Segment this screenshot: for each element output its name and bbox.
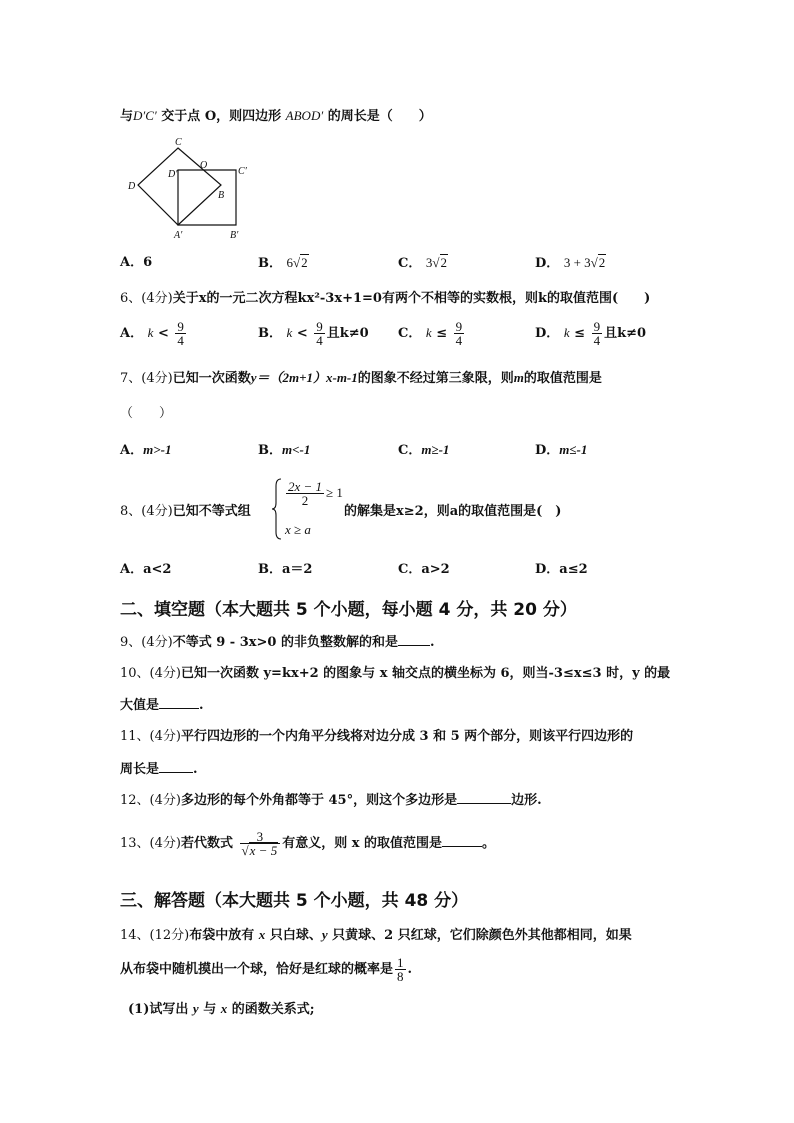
fig-label-dprime: D′ bbox=[168, 169, 178, 180]
q7-option-d[interactable]: D．m≤-1 bbox=[535, 442, 588, 458]
q5-option-a[interactable]: A．6 bbox=[120, 255, 153, 270]
q7-paren: （ ） bbox=[120, 406, 173, 421]
q10-line2: 大值是 . bbox=[120, 698, 204, 713]
q14-sub1: (1)试写出 y 与 x 的函数关系式; bbox=[128, 1001, 315, 1017]
section-3-title: 三、解答题（本大题共 5 个小题，共 48 分） bbox=[120, 891, 469, 911]
q5-option-b[interactable]: B． 6√2 bbox=[258, 255, 308, 271]
q8-option-b[interactable]: B．a＝2 bbox=[258, 562, 313, 577]
q9: 9、(4分)不等式 9 - 3x>0 的非负整数解的和是 . bbox=[120, 635, 435, 650]
q6-stem: 6、(4分)关于x的一元二次方程kx²-3x+1=0有两个不相等的实数根，则k的取值范围( ) bbox=[120, 291, 651, 306]
q8-system-line2: x ≥ a bbox=[285, 522, 311, 537]
q8-option-a[interactable]: A．a<2 bbox=[120, 562, 172, 577]
q7-stem: 7、(4分)已知一次函数y＝（2m+1）x-m-1的图象不经过第三象限，则m的取值范围是 bbox=[120, 370, 602, 386]
q8-option-c[interactable]: C．a>2 bbox=[398, 562, 450, 577]
section-2-title: 二、填空题（本大题共 5 个小题，每小题 4 分，共 20 分） bbox=[120, 600, 577, 620]
fig-label-c: C bbox=[175, 137, 182, 148]
q5-stem: 与D′C′ 交于点 O，则四边形 ABOD′ 的周长是（ ） bbox=[120, 108, 432, 124]
q6-option-b[interactable]: B． k < $\frac{9}{4}$ 且k≠0 bbox=[258, 319, 369, 348]
q8-option-d[interactable]: D．a≤2 bbox=[535, 562, 588, 577]
q10-line1: 10、(4分)已知一次函数 y=kx+2 的图象与 x 轴交点的横坐标为 6，则当-3≤x≤3 时，y 的最 bbox=[120, 666, 671, 681]
fig-label-d: D bbox=[128, 181, 136, 192]
q5-geometry-figure bbox=[120, 134, 255, 242]
q6-option-c[interactable]: C． k ≤ $\frac{9}{4}$ bbox=[398, 319, 463, 348]
q8-system-line1: $\frac{2x - 1}{2}$ ≥ 1 bbox=[288, 479, 343, 508]
q8-stem-post: 的解集是x≥2，则a的取值范围是( ) bbox=[344, 504, 562, 519]
q5-option-d[interactable]: D． 3 + 3√2 bbox=[535, 255, 606, 271]
q6-option-a[interactable]: A． k < $\frac{9}{4}$ bbox=[120, 319, 184, 348]
q8-stem-pre: 8、(4分)已知不等式组 bbox=[120, 504, 251, 519]
q13: 13、(4分)若代数式 $\frac{3}{√x - 5}$ 有意义，则 x 的取值范围是 。 bbox=[120, 829, 496, 858]
q7-option-b[interactable]: B．m<-1 bbox=[258, 442, 311, 458]
q8-system-brace bbox=[272, 478, 282, 540]
q7-option-a[interactable]: A．m>-1 bbox=[120, 442, 172, 458]
fig-label-aprime: A′ bbox=[174, 230, 183, 241]
q14-line2: 从布袋中随机摸出一个球，恰好是红球的概率是 $\frac{1}{8}$ . bbox=[120, 955, 413, 984]
fig-label-cprime: C′ bbox=[238, 166, 247, 177]
q6-option-d[interactable]: D． k ≤ $\frac{9}{4}$ 且k≠0 bbox=[535, 319, 647, 348]
q5-option-c[interactable]: C． 3√2 bbox=[398, 255, 448, 271]
fig-label-o: O bbox=[200, 160, 208, 171]
q14-line1: 14、(12分)布袋中放有 x 只白球、y 只黄球、2 只红球，它们除颜色外其他都相同，如果 bbox=[120, 927, 632, 943]
fig-label-b: B bbox=[218, 190, 225, 201]
q11-line2: 周长是 . bbox=[120, 762, 198, 777]
q11-line1: 11、(4分)平行四边形的一个内角平分线将对边分成 3 和 5 两个部分，则该平行四边形的 bbox=[120, 729, 634, 744]
q7-option-c[interactable]: C．m≥-1 bbox=[398, 442, 450, 458]
q12: 12、(4分)多边形的每个外角都等于 45°，则这个多边形是 边形. bbox=[120, 793, 542, 808]
fig-label-bprime: B′ bbox=[230, 230, 239, 241]
